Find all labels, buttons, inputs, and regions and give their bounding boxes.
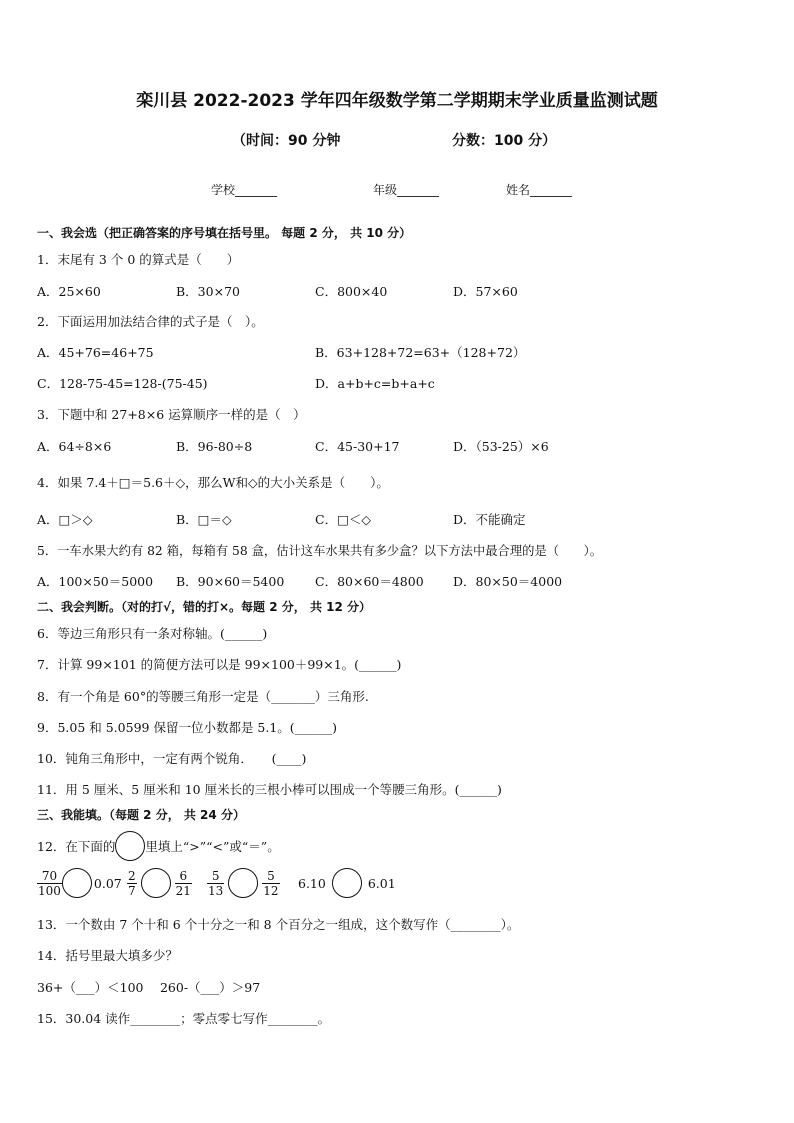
option-c[interactable]: C．80×60＝4800 xyxy=(315,574,424,589)
option-c[interactable]: C．45-30+17 xyxy=(315,439,400,454)
fraction: $\frac{70}{100}$ xyxy=(38,868,61,898)
judge-question[interactable]: 9．5.05 和 5.0599 保留一位小数都是 5.1。(______) xyxy=(37,720,338,735)
option-c[interactable]: C．□＜◇ xyxy=(315,512,371,527)
judge-question[interactable]: 7．计算 99×101 的简便方法可以是 99×100＋99×1。(______) xyxy=(37,657,402,672)
compare-item: 6.10 6.01 xyxy=(296,868,398,898)
section-heading: 三、我能填。（每题 2 分， 共 24 分） xyxy=(37,808,245,822)
compare-circle[interactable] xyxy=(62,868,92,898)
judge-question[interactable]: 10．钝角三角形中，一定有两个锐角． (____) xyxy=(37,751,307,766)
judge-question[interactable]: 6．等边三角形只有一条对称轴。(______) xyxy=(37,626,268,641)
exam-time: （时间：90 分钟 xyxy=(232,133,341,149)
option-b[interactable]: B．96-80÷8 xyxy=(176,439,253,454)
option-d[interactable]: D．a+b+c=b+a+c xyxy=(315,376,435,391)
compare-circle-icon xyxy=(115,831,145,861)
option-a[interactable]: A．45+76=46+75 xyxy=(37,345,154,360)
fraction: $\frac{5}{12}$ xyxy=(263,868,279,898)
page-title: 栾川县 2022-2023 学年四年级数学第二学期期末学业质量监测试题 xyxy=(136,91,658,111)
fraction: $\frac{6}{21}$ xyxy=(175,868,191,898)
compare-circle[interactable] xyxy=(228,868,258,898)
school-field[interactable]: 学校_______ xyxy=(211,183,278,197)
option-d[interactable]: D．80×50＝4000 xyxy=(453,574,563,589)
grade-field[interactable]: 年级_______ xyxy=(373,183,440,197)
option-d[interactable]: D．（53-25）×6 xyxy=(453,439,549,454)
fill-blank-items[interactable]: 36+（___）＜100 260-（___）＞97 xyxy=(37,980,261,995)
option-d[interactable]: D．不能确定 xyxy=(453,512,526,527)
judge-question[interactable]: 8．有一个角是 60°的等腰三角形一定是（_______）三角形. xyxy=(37,689,369,704)
option-b[interactable]: B．30×70 xyxy=(176,284,240,299)
q12-prefix: 12．在下面的 xyxy=(37,839,116,854)
compare-item: $\frac{70}{100}$ 0.07 xyxy=(38,868,122,898)
option-a[interactable]: A．25×60 xyxy=(37,284,101,299)
question-stem xyxy=(37,831,280,861)
compare-item xyxy=(207,868,280,898)
section-heading: 二、我会判断。（对的打√，错的打×。每题 2 分， 共 12 分） xyxy=(37,600,371,614)
option-a[interactable]: A．100×50＝5000 xyxy=(37,574,154,589)
option-c[interactable]: C．128-75-45=128-(75-45) xyxy=(37,376,208,391)
question-stem: 1．末尾有 3 个 0 的算式是（ ） xyxy=(37,252,240,267)
compare-circle[interactable] xyxy=(332,868,362,898)
q12-suffix: 里填上“>”“<”或“＝”。 xyxy=(145,839,280,854)
question-stem: 4．如果 7.4＋□＝5.6＋◇，那么W和◇的大小关系是（ ）。 xyxy=(37,475,389,490)
question-stem: 3．下题中和 27+8×6 运算顺序一样的是（ ） xyxy=(37,407,306,422)
fraction: $\frac{2}{7}$ xyxy=(128,868,136,898)
compare-item xyxy=(127,868,192,898)
compare-circle[interactable] xyxy=(141,868,171,898)
question-stem[interactable]: 15．30.04 读作________；零点零七写作________。 xyxy=(37,1011,331,1026)
option-b[interactable]: B．90×60＝5400 xyxy=(176,574,285,589)
option-b[interactable]: B．63+128+72=63+（128+72） xyxy=(315,345,526,360)
fraction: $\frac{5}{13}$ xyxy=(208,868,224,898)
judge-question[interactable]: 11．用 5 厘米、5 厘米和 10 厘米长的三根小棒可以围成一个等腰三角形。(______) xyxy=(37,782,502,797)
option-d[interactable]: D．57×60 xyxy=(453,284,518,299)
question-stem: 14．括号里最大填多少？ xyxy=(37,948,178,963)
option-b[interactable]: B．□＝◇ xyxy=(176,512,232,527)
question-stem[interactable]: 13．一个数由 7 个十和 6 个十分之一和 8 个百分之一组成，这个数写作（________）。 xyxy=(37,917,520,932)
option-a[interactable]: A．64÷8×6 xyxy=(37,439,112,454)
section-heading: 一、我会选（把正确答案的序号填在括号里。 每题 2 分， 共 10 分） xyxy=(37,226,412,240)
question-stem: 2．下面运用加法结合律的式子是（ ）。 xyxy=(37,314,264,329)
question-stem: 5．一车水果大约有 82 箱，每箱有 58 盒，估计这车水果共有多少盒？以下方法中最合理的是（ ）。 xyxy=(37,544,603,558)
exam-score: 分数：100 分） xyxy=(452,133,557,149)
option-a[interactable]: A．□＞◇ xyxy=(37,512,93,527)
name-field[interactable]: 姓名_______ xyxy=(506,183,573,197)
option-c[interactable]: C．800×40 xyxy=(315,284,388,299)
